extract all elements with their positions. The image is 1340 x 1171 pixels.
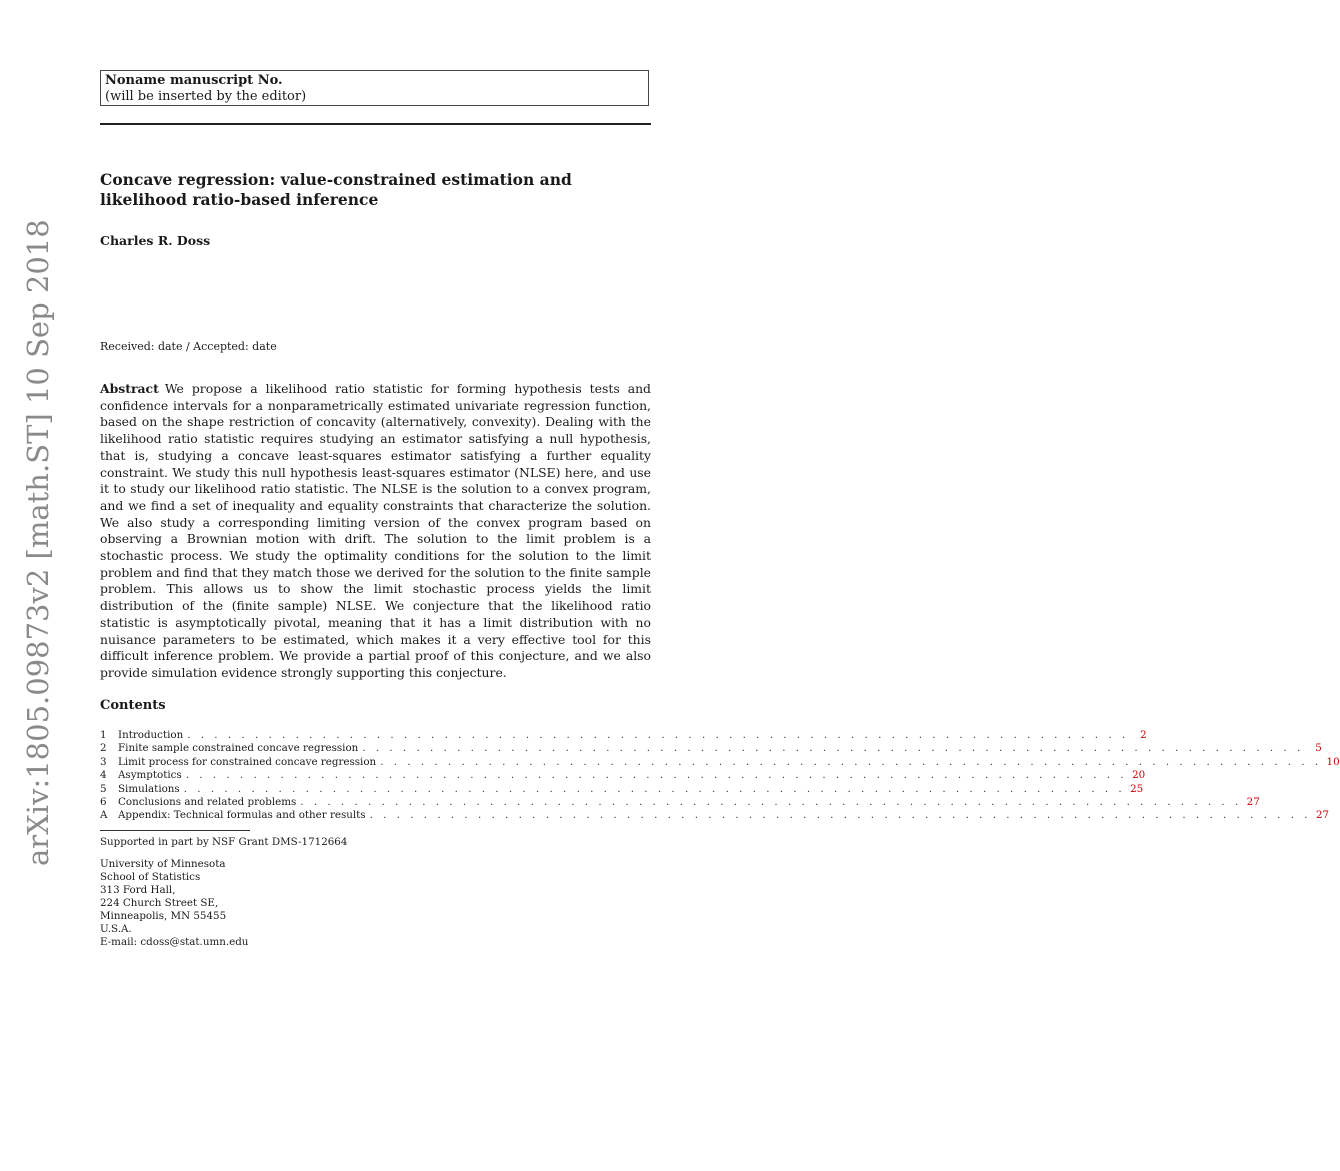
toc-leader-dots: . . . . . . . . . . . . . . . . . . . . . . . . . . . . . . . . . . . . . . . . . . . . . . . . . . . . . . . . . . . . . . . . . . . . . . xyxy=(369,809,1312,822)
toc-entry-title: Asymptotics xyxy=(118,769,182,782)
toc-page-link[interactable]: 20 xyxy=(1132,769,1146,782)
funding-footnote: Supported in part by NSF Grant DMS-1712664 xyxy=(100,836,348,848)
toc-entry-number: A xyxy=(100,809,108,822)
abstract-heading: Abstract xyxy=(100,381,159,396)
address-line: University of Minnesota xyxy=(100,858,226,870)
toc-entry[interactable] xyxy=(100,809,1330,822)
abstract-text: We propose a likelihood ratio statistic for forming hypothesis tests and confidence intervals for a nonparametrically estimated univariate regression function, based on the shape restriction of concavity (alternatively, convexity). Dealing with the likelihood ratio statistic requires studying an estimator satisfying a null hypothesis, that is, studying a concave least-squares estimator satisfying a further equality constraint. We study this null hypothesis least-squares estimator (NLSE) here, and use it to study our likelihood ratio statistic. The NLSE is the solution to a convex program, and we find a set of inequality and equality constraints that characterize the solution. We also study a corresponding limiting version of the convex program based on observing a Brownian motion with drift. The solution to the limit problem is a stochastic process. We study the optimality conditions for the solution to the limit problem and find that they match those we derived for the solution to the finite sample problem. This allows us to show the limit stochastic process yields the limit distribution of the (finite sample) NLSE. We conjecture that the likelihood ratio statistic is asymptotically pivotal, meaning that it has a limit distribution with no nuisance parameters to be estimated, which makes it a very effective tool for this difficult inference problem. We provide a partial proof of this conjecture, and we also provide simulation evidence strongly supporting this conjecture. xyxy=(100,381,651,680)
toc-entry-title: Finite sample constrained concave regression xyxy=(118,742,359,755)
table-of-contents xyxy=(100,729,1340,823)
author-name: Charles R. Doss xyxy=(100,233,211,248)
toc-entry-number: 5 xyxy=(100,782,107,795)
toc-entry-number: 1 xyxy=(100,729,107,741)
toc-entry-title: Conclusions and related problems xyxy=(118,796,297,809)
toc-page-link[interactable]: 25 xyxy=(1130,782,1144,795)
toc-entry-number: 4 xyxy=(100,769,107,782)
toc-entry[interactable] xyxy=(100,769,1146,782)
editor-note-box xyxy=(100,70,649,106)
toc-entry[interactable] xyxy=(100,755,1340,769)
received-accepted-line: Received: date / Accepted: date xyxy=(100,340,277,353)
paper-title: Concave regression: value-constrained estimation and likelihood ratio-based inference xyxy=(100,170,572,209)
toc-page-link[interactable]: 27 xyxy=(1246,796,1260,809)
header-rule xyxy=(100,123,651,125)
toc-entry-title: Simulations xyxy=(118,782,180,795)
toc-entry[interactable] xyxy=(100,729,1147,742)
author-address xyxy=(100,858,248,949)
abstract xyxy=(100,381,651,682)
toc-entry[interactable] xyxy=(100,742,1322,755)
toc-entry[interactable] xyxy=(100,796,1260,809)
toc-entry-number: 6 xyxy=(100,796,107,809)
address-line: 224 Church Street SE, xyxy=(100,897,219,909)
toc-leader-dots: . . . . . . . . . . . . . . . . . . . . . . . . . . . . . . . . . . . . . . . . . . . . . . . . . . . . . . . . . . . . . . . . . . . . . . xyxy=(362,742,1304,755)
toc-leader-dots: . . . . . . . . . . . . . . . . . . . . . . . . . . . . . . . . . . . . . . . . . . . . . . . . . . . . . . . . . . . . . . . . . . . . . . xyxy=(185,769,1128,782)
toc-leader-dots: . . . . . . . . . . . . . . . . . . . . . . . . . . . . . . . . . . . . . . . . . . . . . . . . . . . . . . . . . . . . . . . . . . . . . . xyxy=(380,755,1322,768)
toc-entry[interactable] xyxy=(100,782,1144,796)
editor-note: (will be inserted by the editor) xyxy=(105,89,307,104)
toc-entry-title: Introduction xyxy=(118,729,184,741)
toc-page-link[interactable]: 10 xyxy=(1326,755,1340,768)
toc-leader-dots: . . . . . . . . . . . . . . . . . . . . . . . . . . . . . . . . . . . . . . . . . . . . . . . . . . . . . . . . . . . . . . . . . . . . . . xyxy=(187,729,1129,741)
arxiv-identifier-sidebar: arXiv:1805.09873v2 [math.ST] 10 Sep 2018 xyxy=(21,219,55,866)
address-line: Minneapolis, MN 55455 xyxy=(100,910,227,922)
footnote-rule xyxy=(100,830,250,831)
toc-entry-title: Appendix: Technical formulas and other results xyxy=(118,809,366,822)
address-line: School of Statistics xyxy=(100,871,201,883)
toc-entry-number: 3 xyxy=(100,755,107,768)
toc-entry-title: Limit process for constrained concave regression xyxy=(118,755,377,768)
manuscript-number-label: Noname manuscript No. xyxy=(105,73,283,88)
author-email[interactable]: E-mail: cdoss@stat.umn.edu xyxy=(100,936,249,948)
toc-leader-dots: . . . . . . . . . . . . . . . . . . . . . . . . . . . . . . . . . . . . . . . . . . . . . . . . . . . . . . . . . . . . . . . . . . . . . . xyxy=(183,782,1126,795)
address-line: U.S.A. xyxy=(100,923,132,935)
address-line: 313 Ford Hall, xyxy=(100,884,176,896)
toc-page-link[interactable]: 2 xyxy=(1140,729,1147,741)
toc-page-link[interactable]: 27 xyxy=(1315,809,1330,822)
toc-leader-dots: . . . . . . . . . . . . . . . . . . . . . . . . . . . . . . . . . . . . . . . . . . . . . . . . . . . . . . . . . . . . . . . . . . . . . . xyxy=(300,796,1242,809)
toc-page-link[interactable]: 5 xyxy=(1315,742,1322,755)
contents-heading: Contents xyxy=(100,698,166,713)
toc-entry-number: 2 xyxy=(100,742,107,755)
